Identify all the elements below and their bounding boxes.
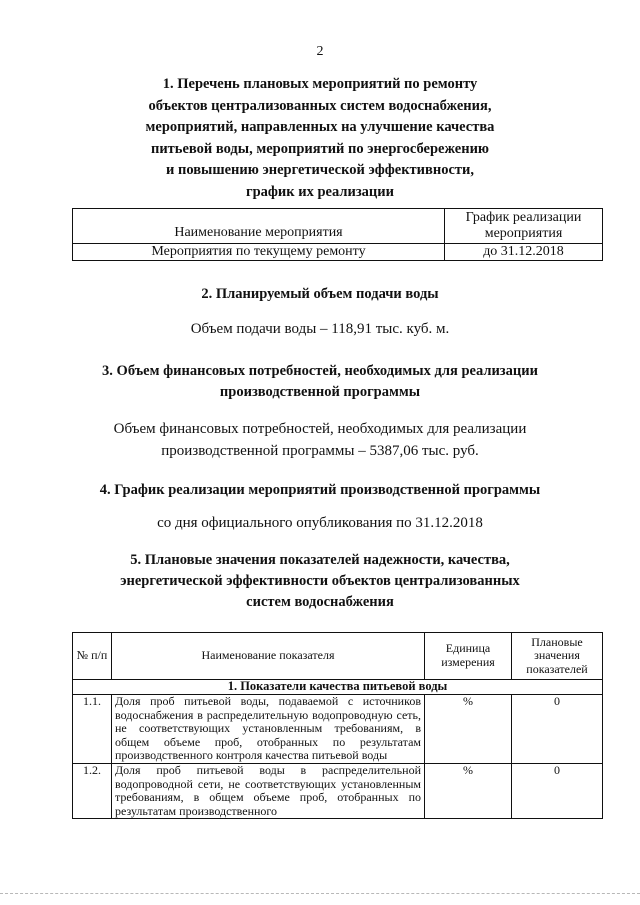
section-1-title-line: и повышению энергетической эффективности,	[166, 162, 474, 178]
section-3-text	[0, 418, 640, 462]
table-row	[73, 695, 603, 764]
section-1-title-line: мероприятий, направленных на улучшение качества	[145, 119, 495, 135]
table-row	[73, 763, 603, 818]
row-number: 1.2.	[73, 763, 112, 818]
header-number: № п/п	[73, 633, 112, 680]
section-5-title-line: 5. Плановые значения показателей надежности, качества,	[130, 552, 510, 568]
scan-edge-divider	[0, 893, 640, 895]
section-5-title	[0, 550, 640, 613]
row-unit: %	[425, 763, 512, 818]
indicators-group-title: 1. Показатели качества питьевой воды	[73, 680, 603, 695]
section-4-text: со дня официального опубликования по 31.12.2018	[157, 515, 483, 531]
indicators-table	[72, 632, 603, 819]
measures-table-header	[73, 209, 603, 244]
section-1-title-line: питьевой воды, мероприятий по энергосбережению	[150, 140, 490, 157]
section-3-title-line: производственной программы	[219, 384, 421, 400]
section-5-title-line: систем водоснабжения	[246, 594, 394, 610]
row-number: 1.1.	[73, 695, 112, 764]
measure-name-cell: Мероприятия по текущему ремонту	[73, 244, 445, 261]
header-indicator-name: Наименование показателя	[112, 633, 425, 680]
section-3-text-line: производственной программы – 5387,06 тыс. руб.	[161, 443, 479, 459]
row-unit: %	[425, 695, 512, 764]
measures-header-name: Наименование мероприятия	[73, 209, 445, 244]
section-1-title	[100, 74, 540, 203]
header-unit: Единица измерения	[425, 633, 512, 680]
section-1-title-line: объектов централизованных систем водоснабжения,	[148, 97, 492, 114]
section-2-text: Объем подачи воды – 118,91 тыс. куб. м.	[190, 321, 450, 337]
row-planned-value: 0	[512, 763, 603, 818]
indicators-group-row	[73, 680, 603, 695]
row-indicator-name: Доля проб питьевой воды в распределительной водопроводной сети, не соответствующих установленным требованиям, в общем объеме проб, отобранных по результатам производственного	[112, 763, 425, 818]
measures-table	[72, 208, 603, 261]
table-row	[73, 244, 603, 261]
indicators-table-header	[73, 633, 603, 680]
section-1-title-line: 1. Перечень плановых мероприятий по ремонту	[162, 76, 478, 92]
section-2-title: 2. Планируемый объем подачи воды	[201, 286, 439, 302]
section-3-title-line: 3. Объем финансовых потребностей, необходимых для реализации	[102, 363, 538, 379]
section-5-title-line: энергетической эффективности объектов централизованных	[120, 573, 520, 589]
section-1-title-line: график их реализации	[245, 183, 394, 200]
page-number: 2	[316, 44, 324, 59]
section-3-title	[0, 361, 640, 403]
section-4-title: 4. График реализации мероприятий производственной программы	[99, 482, 541, 498]
header-planned-values: Плановые значения показателей	[512, 633, 603, 680]
row-planned-value: 0	[512, 695, 603, 764]
section-3-text-line: Объем финансовых потребностей, необходимых для реализации	[113, 421, 527, 437]
measure-schedule-cell: до 31.12.2018	[445, 244, 603, 261]
row-indicator-name: Доля проб питьевой воды, подаваемой с источников водоснабжения в распределительную водопроводную сеть, не соответствующих установленным требованиям, в общем объеме проб, отобранных по результатам производственного контроля качества питьевой воды	[112, 695, 425, 764]
measures-header-schedule: График реализации мероприятия	[445, 209, 603, 244]
